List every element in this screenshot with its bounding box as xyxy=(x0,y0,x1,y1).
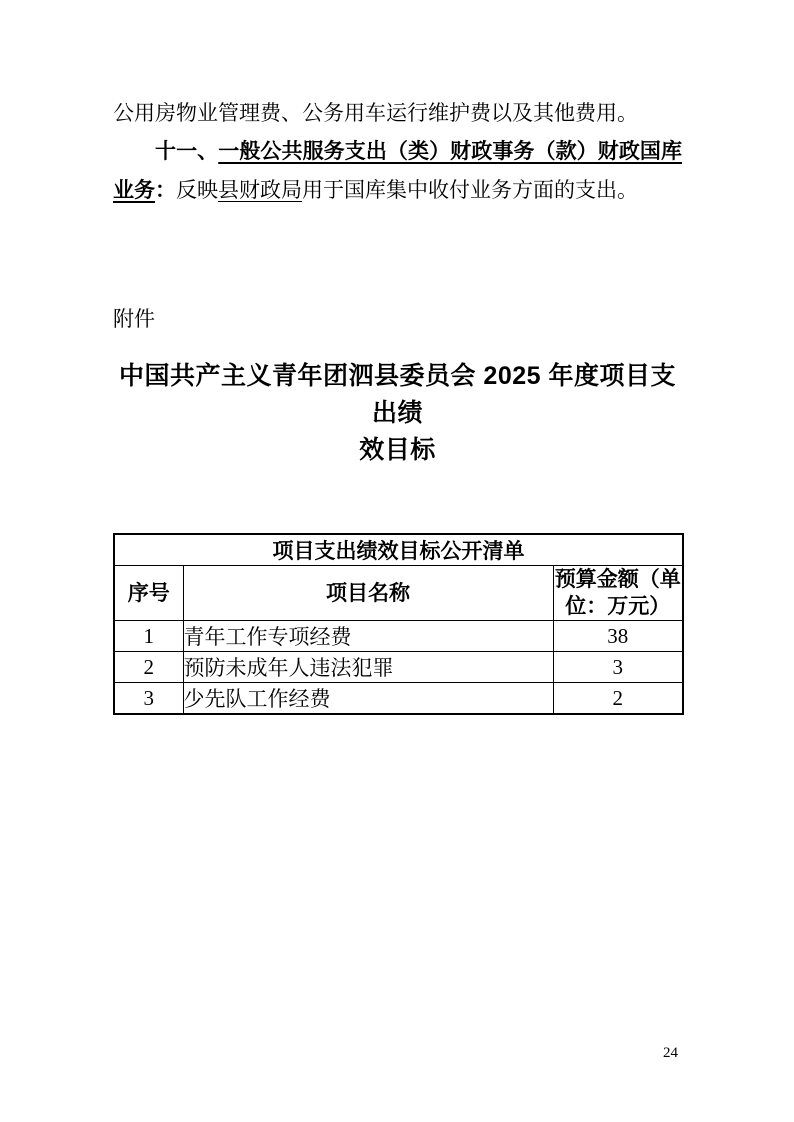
table-caption: 项目支出绩效目标公开清单 xyxy=(114,534,683,566)
table-header-row xyxy=(114,566,683,621)
cell-amount: 3 xyxy=(553,652,683,683)
document-title-line1: 中国共产主义青年团泗县委员会 2025 年度项目支出绩 xyxy=(118,362,676,427)
cell-amount: 2 xyxy=(553,683,683,715)
page-number: 24 xyxy=(663,1045,678,1061)
section-text-before: 反映 xyxy=(176,178,218,202)
cell-serial: 3 xyxy=(114,683,183,715)
table-caption-row xyxy=(114,534,683,566)
table-row xyxy=(114,652,683,683)
section-text-after: 用于国库集中收付业务方面的支出。 xyxy=(302,178,638,202)
header-budget-amount: 预算金额（单位：万元） xyxy=(553,566,683,621)
table-row xyxy=(114,621,683,652)
cell-serial: 2 xyxy=(114,652,183,683)
table-row xyxy=(114,683,683,715)
cell-project-name: 预防未成年人违法犯罪 xyxy=(183,652,553,683)
paragraph-other-fees: 公用房物业管理费、公务用车运行维护费以及其他费用。 xyxy=(113,101,638,125)
attachment-label: 附件 xyxy=(113,307,155,331)
cell-project-name: 少先队工作经费 xyxy=(183,683,553,715)
header-project-name: 项目名称 xyxy=(183,566,553,621)
cell-amount: 38 xyxy=(553,621,683,652)
performance-targets-table xyxy=(113,533,684,715)
paragraph-section-11 xyxy=(113,132,682,210)
underlined-term: 县财政局 xyxy=(218,178,302,202)
section-heading-underlined: 一般公共服务支出（类）财政事务（款）财政国库业务 xyxy=(113,140,682,202)
document-body xyxy=(113,94,682,715)
cell-serial: 1 xyxy=(114,621,183,652)
document-title-line2: 效目标 xyxy=(359,436,436,464)
section-heading-colon: ： xyxy=(155,179,176,202)
section-number: 十一、 xyxy=(155,140,219,163)
document-title xyxy=(113,358,682,469)
header-serial: 序号 xyxy=(114,566,183,621)
cell-project-name: 青年工作专项经费 xyxy=(183,621,553,652)
